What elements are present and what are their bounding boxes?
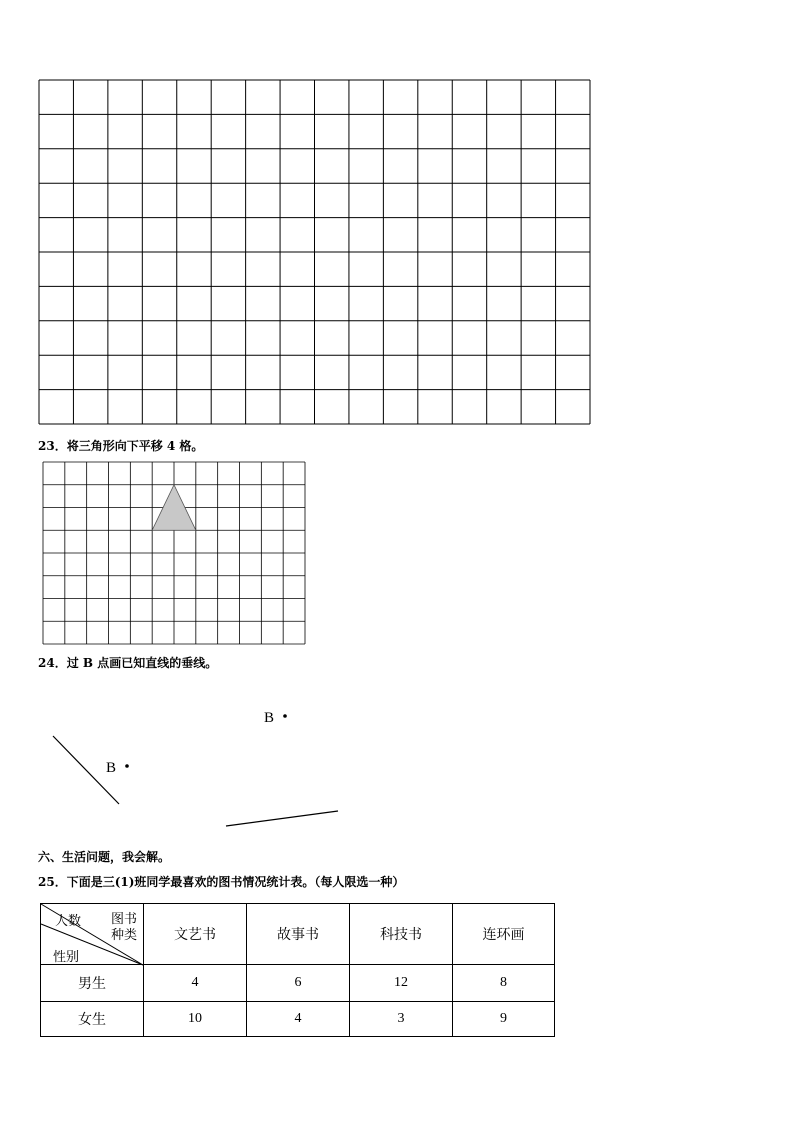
table-header-row xyxy=(41,904,555,965)
question-24-text: 24．过 B 点画已知直线的垂线。 xyxy=(38,656,218,670)
table-cell: 12 xyxy=(350,965,453,1002)
header-literature: 文艺书 xyxy=(144,904,247,965)
header-science: 科技书 xyxy=(350,904,453,965)
table-cell: 9 xyxy=(453,1002,555,1037)
triangle-grid xyxy=(43,462,306,645)
point-b-upper-dot xyxy=(283,714,287,718)
point-b-lower-dot xyxy=(125,764,129,768)
corner-label-category-1: 图书 xyxy=(111,912,138,927)
table-row xyxy=(41,965,555,1002)
header-story: 故事书 xyxy=(247,904,350,965)
question-23-text: 23．将三角形向下平移 4 格。 xyxy=(38,439,204,453)
row-label-boys: 男生 xyxy=(41,965,144,1002)
given-line-horizontal xyxy=(226,811,338,826)
point-b-lower-label: B xyxy=(106,760,117,776)
table-cell: 4 xyxy=(247,1002,350,1037)
table-cell: 4 xyxy=(144,965,247,1002)
table-cell: 10 xyxy=(144,1002,247,1037)
header-comics: 连环画 xyxy=(453,904,555,965)
table-cell: 3 xyxy=(350,1002,453,1037)
perpendicular-figure xyxy=(0,680,400,860)
table-cell: 6 xyxy=(247,965,350,1002)
table-corner-cell xyxy=(41,904,144,965)
point-b-upper-label: B xyxy=(264,710,275,726)
section-6-title: 六、生活问题，我会解。 xyxy=(38,850,171,864)
book-stats-table xyxy=(40,903,555,1037)
table-cell: 8 xyxy=(453,965,555,1002)
row-label-girls: 女生 xyxy=(41,1002,144,1037)
blank-grid-top xyxy=(39,80,591,425)
table-row xyxy=(41,1002,555,1037)
question-25-text: 25．下面是三(1)班同学最喜欢的图书情况统计表。（每人限选一种） xyxy=(38,875,405,889)
corner-label-gender: 性别 xyxy=(53,950,80,965)
corner-label-category-2: 种类 xyxy=(111,928,138,943)
corner-label-count: 人数 xyxy=(55,914,82,929)
